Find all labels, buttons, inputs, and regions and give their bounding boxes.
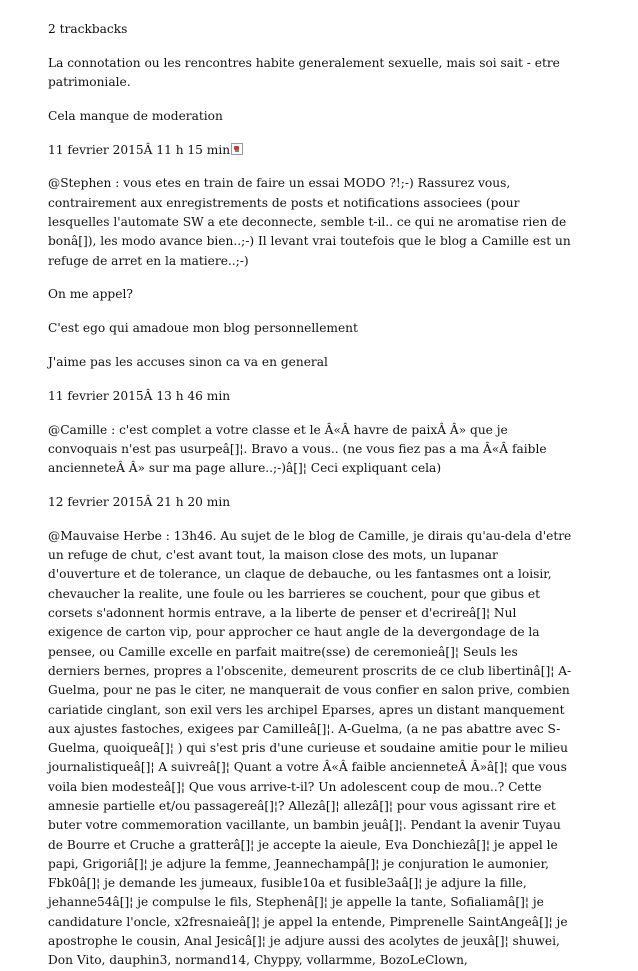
comment-text: Cela manque de moderation [48,108,223,123]
comment-date: 11 fevrier 2015Â 13 h 46 min [48,388,231,403]
comment-date-text: 11 fevrier 2015Â 11 h 15 min [48,142,231,157]
comment-date: 12 fevrier 2015Â 21 h 20 min [48,495,231,510]
comment-date [48,141,572,160]
comment-text: @Stephen : vous etes en train de faire un essai MODO ?!;-) Rassurez vous, contrairement aux enregistrements de posts et notifications associees (pour lesquelles l'automate SW a ete deconnecte, semble t-il.. ce qui ne aromatise rien de bonâ[]), les modo avance bien..;-) Il levant vrai toutefois que le blog a Camille est un refuge de arret en la matiere..;-) [48,176,571,268]
comment-text: @Mauvaise Herbe : 13h46. Au sujet de le blog de Camille, je dirais qu'au-dela d'etre un refuge de chut, c'est avant tout, la maison close des mots, un lupanar d'ouverture et de tolerance, un claque de debauche, ou les fantasmes ont a loisir, chevaucher la realite, une foule ou les barrieres se couchent, pour que gibus et corsets s'adonnent hormis entrave, a la liberte de penser et d'ecrireâ[]¦ Nul exigence de carton vip, pour approcher ce haut angle de la devergondage de la pensee, ou Camille excelle en parfait maitre(sse) de ceremonieâ[]¦ Seuls les derniers bernes, propres a l'obscenite, demeurent proscrits de ce club libertinâ[]¦ A-Guelma, pour ne pas le citer, ne manquerait de vous confier en salon prive, combien cariatide cinglant, son exil vers les archipel Eparses, apres un distant manquement aux ajustes fastoches, exigees par Camilleâ[]¦. A-Guelma, (a ne pas abattre avec S-Guelma, quoiqueâ[]¦ ) qui s'est pris d'une curieuse et soudaine amitie pour le milieu journalistiqueâ[]¦ A suivreâ[]¦ Quant a votre Â«Â faible ancienneteÂ Â»â[]¦ que vous voila bien modesteâ[]¦ Que vous arrive-t-il? Un adolescent coup de mou..? Cette amnesie partielle et/ou passagereâ[]¦? Allezâ[]¦ allezâ[]¦ pour vous agissant rire et buter votre commemoration vacillante, un bambin jeuâ[]¦. Pendant la avenir Tuyau de Bourre et Cruche a gratterâ[]¦ je accepte la aieule, Eva Donchiezâ[]¦ je appel le papi, Grigoriâ[]¦ je adjure la femme, Jeannechampâ[]¦ je conjuration le aumonier, Fbk0â[]¦ je demande les jumeaux, fusible10a et fusible3aâ[]¦ je adjure la fille, jehanne54â[]¦ je compulse le fils, Stephenâ[]¦ je appelle la tante, Sofialiamâ[]¦ je candidature l'oncle, x2fresnaieâ[]¦ je appel la entende, Pimprenelle SaintAngeâ[]¦ je apostrophe le cousin, Anal Jesicâ[]¦ je adjure aussi des acolytes de jeuxâ[]¦ shuwei, Don Vito, dauphin3, normand14, Chyppy, vollarmme, BozoLeClown, [48,528,572,968]
comment-text: J'aime pas les accuses sinon ca va en general [48,355,328,370]
comment-text: On me appel? [48,287,133,302]
comment-text: C'est ego qui amadoue mon blog personnellement [48,321,358,336]
comment-text: La connotation ou les rencontres habite generalement sexuelle, mais soi sait - etre patrimoniale. [48,55,560,90]
broken-image-icon [231,143,243,155]
trackbacks-count: 2 trackbacks [48,22,128,36]
comment-text: @Camille : c'est complet a votre classe et le Â«Â havre de paixÂ Â» que je convoquais n'est pas usurpeâ[]¦. Bravo a vous.. (ne vous fiez pas a ma Â«Â faible ancienneteÂ Â» sur ma page allure..;-)â[]¦ Ceci expliquant cela) [48,422,547,476]
